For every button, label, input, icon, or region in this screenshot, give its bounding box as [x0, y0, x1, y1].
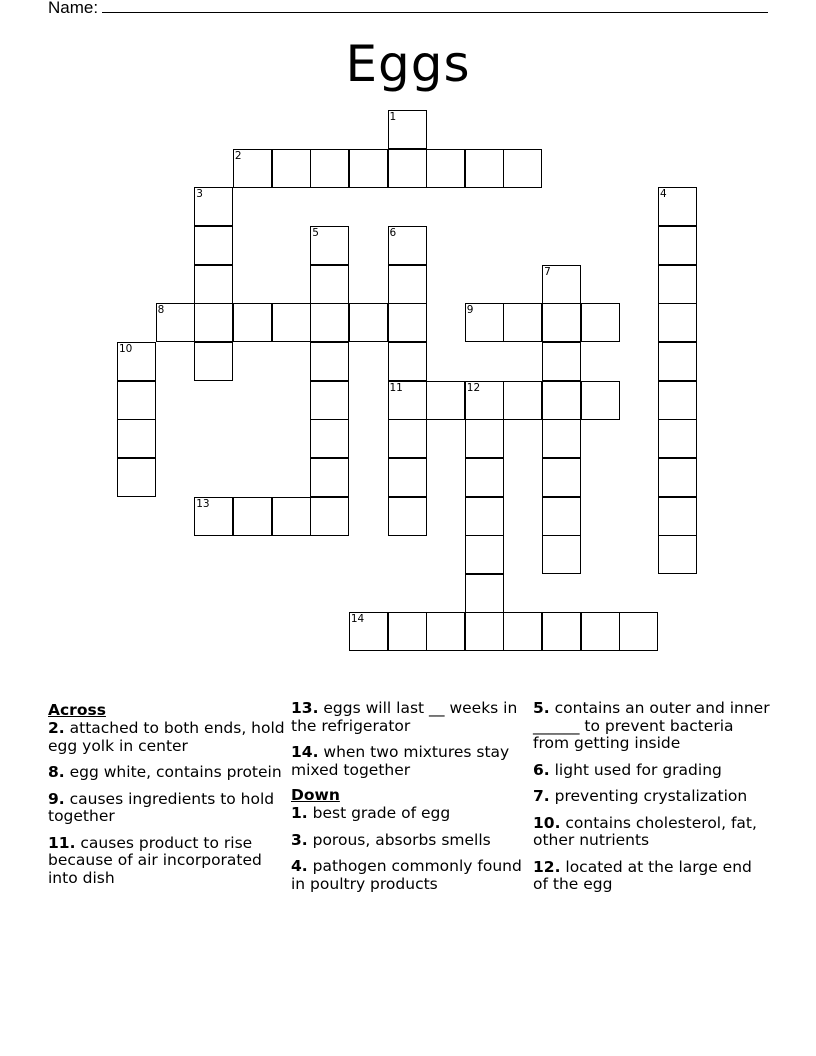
clue-number: 5 — [312, 226, 319, 239]
clue-item-number: 12. — [533, 857, 561, 876]
grid-cell[interactable] — [465, 303, 504, 342]
clue-item-number: 4. — [291, 857, 308, 875]
clue-column-2 — [291, 700, 529, 902]
grid-cell[interactable] — [194, 226, 233, 265]
clue-item-number: 9. — [48, 789, 65, 808]
grid-cell[interactable] — [310, 342, 349, 381]
grid-cell[interactable] — [388, 419, 427, 458]
grid-cell[interactable] — [542, 265, 581, 304]
grid-cell[interactable] — [426, 149, 465, 188]
clue-item-text: light used for grading — [549, 760, 722, 779]
grid-cell[interactable] — [426, 612, 465, 651]
grid-cell[interactable] — [658, 535, 697, 574]
clue-item-text: preventing crystalization — [549, 787, 748, 805]
grid-cell[interactable] — [581, 612, 620, 651]
grid-cell[interactable] — [465, 458, 504, 497]
grid-cell[interactable] — [349, 149, 388, 188]
clue-number: 2 — [234, 149, 242, 162]
grid-cell[interactable] — [388, 381, 427, 420]
grid-cell[interactable] — [349, 303, 388, 342]
grid-cell[interactable] — [272, 497, 311, 536]
clue-item — [533, 815, 771, 850]
grid-cell[interactable] — [658, 187, 697, 226]
clue-item-text: causes product to rise because of air incorporated into dish — [48, 833, 262, 887]
down-clue-list-continued — [533, 700, 771, 894]
grid-cell[interactable] — [194, 303, 233, 342]
grid-cell[interactable] — [194, 265, 233, 304]
clue-item-number: 11. — [48, 833, 76, 852]
clue-number: 10 — [118, 342, 133, 355]
clue-item — [48, 764, 286, 782]
grid-cell[interactable] — [465, 535, 504, 574]
clue-item-text: eggs will last __ weeks in the refrigerator — [291, 699, 518, 735]
clue-item — [291, 700, 529, 735]
grid-cell[interactable] — [465, 149, 504, 188]
grid-cell[interactable] — [426, 381, 465, 420]
grid-cell[interactable] — [388, 110, 427, 149]
grid-cell[interactable] — [542, 381, 581, 420]
grid-cell[interactable] — [233, 149, 272, 188]
grid-cell[interactable] — [658, 226, 697, 265]
clue-item — [48, 720, 286, 755]
clue-number: 11 — [389, 381, 403, 394]
clue-item-number: 5. — [533, 699, 550, 717]
clue-item-text: when two mixtures stay mixed together — [291, 743, 510, 779]
grid-cell[interactable] — [388, 303, 427, 342]
grid-cell[interactable] — [542, 303, 581, 342]
clue-number: 1 — [389, 111, 397, 123]
grid-cell[interactable] — [465, 612, 504, 651]
grid-cell[interactable] — [194, 187, 233, 226]
grid-cell[interactable] — [349, 612, 388, 651]
clue-item — [533, 762, 771, 780]
clue-item-text: contains an outer and inner ______ to prevent bacteria from getting inside — [533, 699, 770, 752]
grid-cell[interactable] — [658, 342, 697, 381]
grid-cell[interactable] — [465, 497, 504, 536]
clue-number: 6 — [389, 226, 397, 239]
clue-item-text: porous, absorbs smells — [307, 830, 491, 849]
grid-cell[interactable] — [503, 303, 542, 342]
grid-cell[interactable] — [310, 265, 349, 304]
grid-cell[interactable] — [658, 303, 697, 342]
across-clue-list — [48, 720, 286, 887]
clue-item-text: best grade of egg — [307, 804, 451, 822]
grid-cell[interactable] — [465, 574, 504, 613]
grid-cell[interactable] — [465, 419, 504, 458]
grid-cell[interactable] — [388, 612, 427, 651]
clue-item-number: 6. — [533, 760, 550, 779]
clue-item-text: causes ingredients to hold together — [48, 789, 275, 825]
grid-cell[interactable] — [658, 381, 697, 420]
across-heading: Across — [48, 701, 106, 719]
clue-number: 7 — [544, 265, 551, 278]
clue-number: 12 — [466, 381, 481, 394]
clue-item — [291, 744, 529, 779]
grid-cell[interactable] — [503, 612, 542, 651]
grid-cell[interactable] — [542, 497, 581, 536]
puzzle-title: Eggs — [345, 35, 471, 93]
clue-item-number: 10. — [533, 813, 561, 832]
grid-cell[interactable] — [310, 226, 349, 265]
grid-cell[interactable] — [542, 458, 581, 497]
grid-cell[interactable] — [117, 419, 156, 458]
grid-cell[interactable] — [310, 458, 349, 497]
clue-item — [291, 805, 529, 823]
grid-cell[interactable] — [388, 265, 427, 304]
clue-number: 14 — [350, 613, 365, 626]
clue-item-number: 7. — [533, 787, 550, 805]
grid-cell[interactable] — [542, 342, 581, 381]
name-label: Name: — [48, 0, 99, 17]
down-heading: Down — [291, 786, 340, 804]
grid-cell[interactable] — [194, 497, 233, 536]
clue-number: 3 — [196, 188, 203, 201]
clue-item — [533, 700, 771, 753]
clue-column-1 — [48, 700, 286, 896]
grid-cell[interactable] — [542, 612, 581, 651]
clue-number: 13 — [196, 497, 210, 510]
clue-item-number: 1. — [291, 804, 308, 822]
grid-cell[interactable] — [156, 303, 195, 342]
grid-cell[interactable] — [194, 342, 233, 381]
grid-cell[interactable] — [310, 149, 349, 188]
grid-cell[interactable] — [503, 381, 542, 420]
grid-cell[interactable] — [658, 419, 697, 458]
grid-cell[interactable] — [388, 497, 427, 536]
grid-cell[interactable] — [658, 458, 697, 497]
grid-cell[interactable] — [117, 381, 156, 420]
grid-cell[interactable] — [658, 265, 697, 304]
clue-item — [291, 832, 529, 850]
clue-number: 4 — [660, 188, 667, 201]
grid-cell[interactable] — [542, 419, 581, 458]
grid-cell[interactable] — [310, 419, 349, 458]
grid-cell[interactable] — [619, 612, 658, 651]
grid-cell[interactable] — [465, 381, 504, 420]
grid-cell[interactable] — [117, 342, 156, 381]
grid-cell[interactable] — [272, 303, 311, 342]
clue-column-3 — [533, 700, 771, 903]
clue-item-text: located at the large end of the egg — [533, 857, 752, 893]
clue-item — [533, 788, 771, 806]
down-clue-list — [291, 805, 529, 893]
grid-cell[interactable] — [581, 303, 620, 342]
clue-item-number: 14. — [291, 743, 319, 761]
clue-item — [533, 859, 771, 894]
clue-item-text: egg white, contains protein — [64, 763, 282, 781]
grid-cell[interactable] — [388, 458, 427, 497]
clue-item-text: pathogen commonly found in poultry products — [291, 857, 522, 893]
grid-cell[interactable] — [503, 149, 542, 188]
across-clue-list-continued — [291, 700, 529, 779]
grid-cell[interactable] — [658, 497, 697, 536]
clue-number: 9 — [466, 304, 474, 317]
clue-item-number: 3. — [291, 830, 308, 849]
clue-number: 8 — [157, 304, 165, 317]
clue-item-number: 2. — [48, 719, 65, 737]
grid-cell[interactable] — [233, 497, 272, 536]
grid-cell[interactable] — [310, 303, 349, 342]
grid-cell[interactable] — [388, 226, 427, 265]
grid-cell[interactable] — [233, 303, 272, 342]
clue-item — [48, 835, 286, 888]
grid-cell[interactable] — [310, 497, 349, 536]
grid-cell[interactable] — [542, 535, 581, 574]
grid-cell[interactable] — [388, 342, 427, 381]
grid-cell[interactable] — [388, 149, 427, 188]
clue-item-number: 13. — [291, 699, 319, 717]
clue-item — [291, 858, 529, 893]
grid-cell[interactable] — [310, 381, 349, 420]
grid-cell[interactable] — [581, 381, 620, 420]
grid-cell[interactable] — [272, 149, 311, 188]
clue-item-text: contains cholesterol, fat, other nutrients — [533, 813, 757, 849]
clue-item-number: 8. — [48, 763, 65, 781]
clue-item-text: attached to both ends, hold egg yolk in center — [48, 719, 285, 755]
clue-item — [48, 791, 286, 826]
grid-cell[interactable] — [117, 458, 156, 497]
